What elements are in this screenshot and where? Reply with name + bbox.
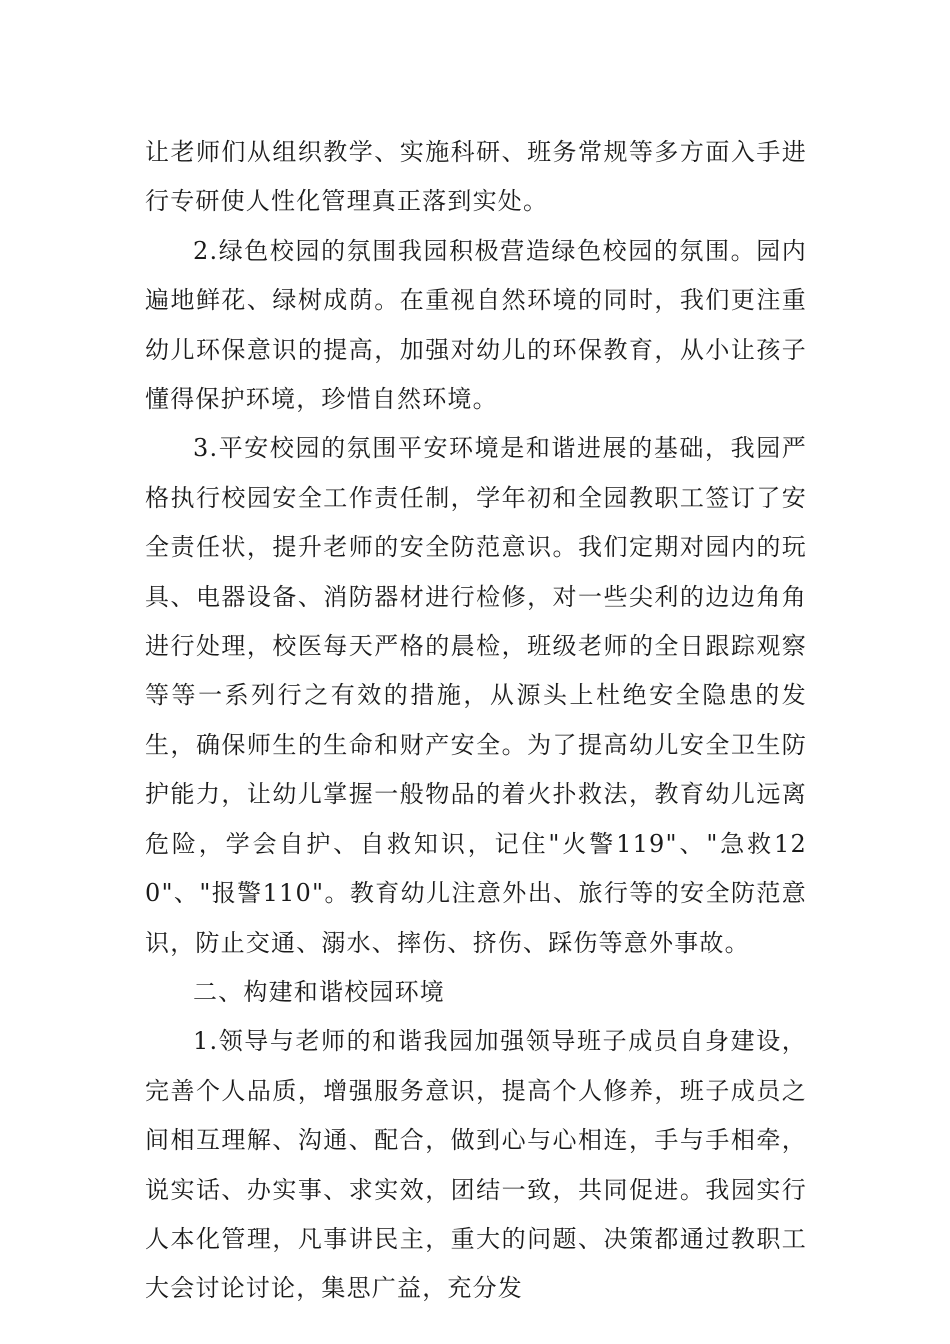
paragraph-green-campus: 2.绿色校园的氛围我园积极营造绿色校园的氛围。园内遍地鲜花、绿树成荫。在重视自然环境的同时，我们更注重幼儿环保意识的提高，加强对幼儿的环保教育，从小让孩子懂得保护环境，珍惜自然环境。: [145, 236, 807, 414]
paragraph-continuation: 让老师们从组织教学、实施科研、班务常规等多方面入手进行专研使人性化管理真正落到实处。: [145, 138, 807, 216]
paragraph-leadership-harmony: 1.领导与老师的和谐我园加强领导班子成员自身建设，完善个人品质，增强服务意识，提高个人修养，班子成员之间相互理解、沟通、配合，做到心与心相连，手与手相牵，说实话、办实事、求实效，团结一致，共同促进。我园实行人本化管理，凡事讲民主，重大的问题、决策都通过教职工大会讨论讨论，集思广益，充分发: [145, 1027, 807, 1303]
section-heading-harmonious-environment: 二、构建和谐校园环境: [193, 977, 445, 1006]
paragraph-safe-campus: 3.平安校园的氛围平安环境是和谐进展的基础，我园严格执行校园安全工作责任制，学年初和全园教职工签订了安全责任状，提升老师的安全防范意识。我们定期对园内的玩具、电器设备、消防器材进行检修，对一些尖利的边边角角进行处理，校医每天严格的晨检，班级老师的全日跟踪观察等等一系列行之有效的措施，从源头上杜绝安全隐患的发生，确保师生的生命和财产安全。为了提高幼儿安全卫生防护能力，让幼儿掌握一般物品的着火扑救法，教育幼儿远离危险，学会自护、自救知识，记住"火警119"、"急救120"、"报警110"。教育幼儿注意外出、旅行等的安全防范意识，防止交通、溺水、摔伤、挤伤、踩伤等意外事故。: [145, 434, 807, 957]
document-body: [145, 128, 807, 1314]
